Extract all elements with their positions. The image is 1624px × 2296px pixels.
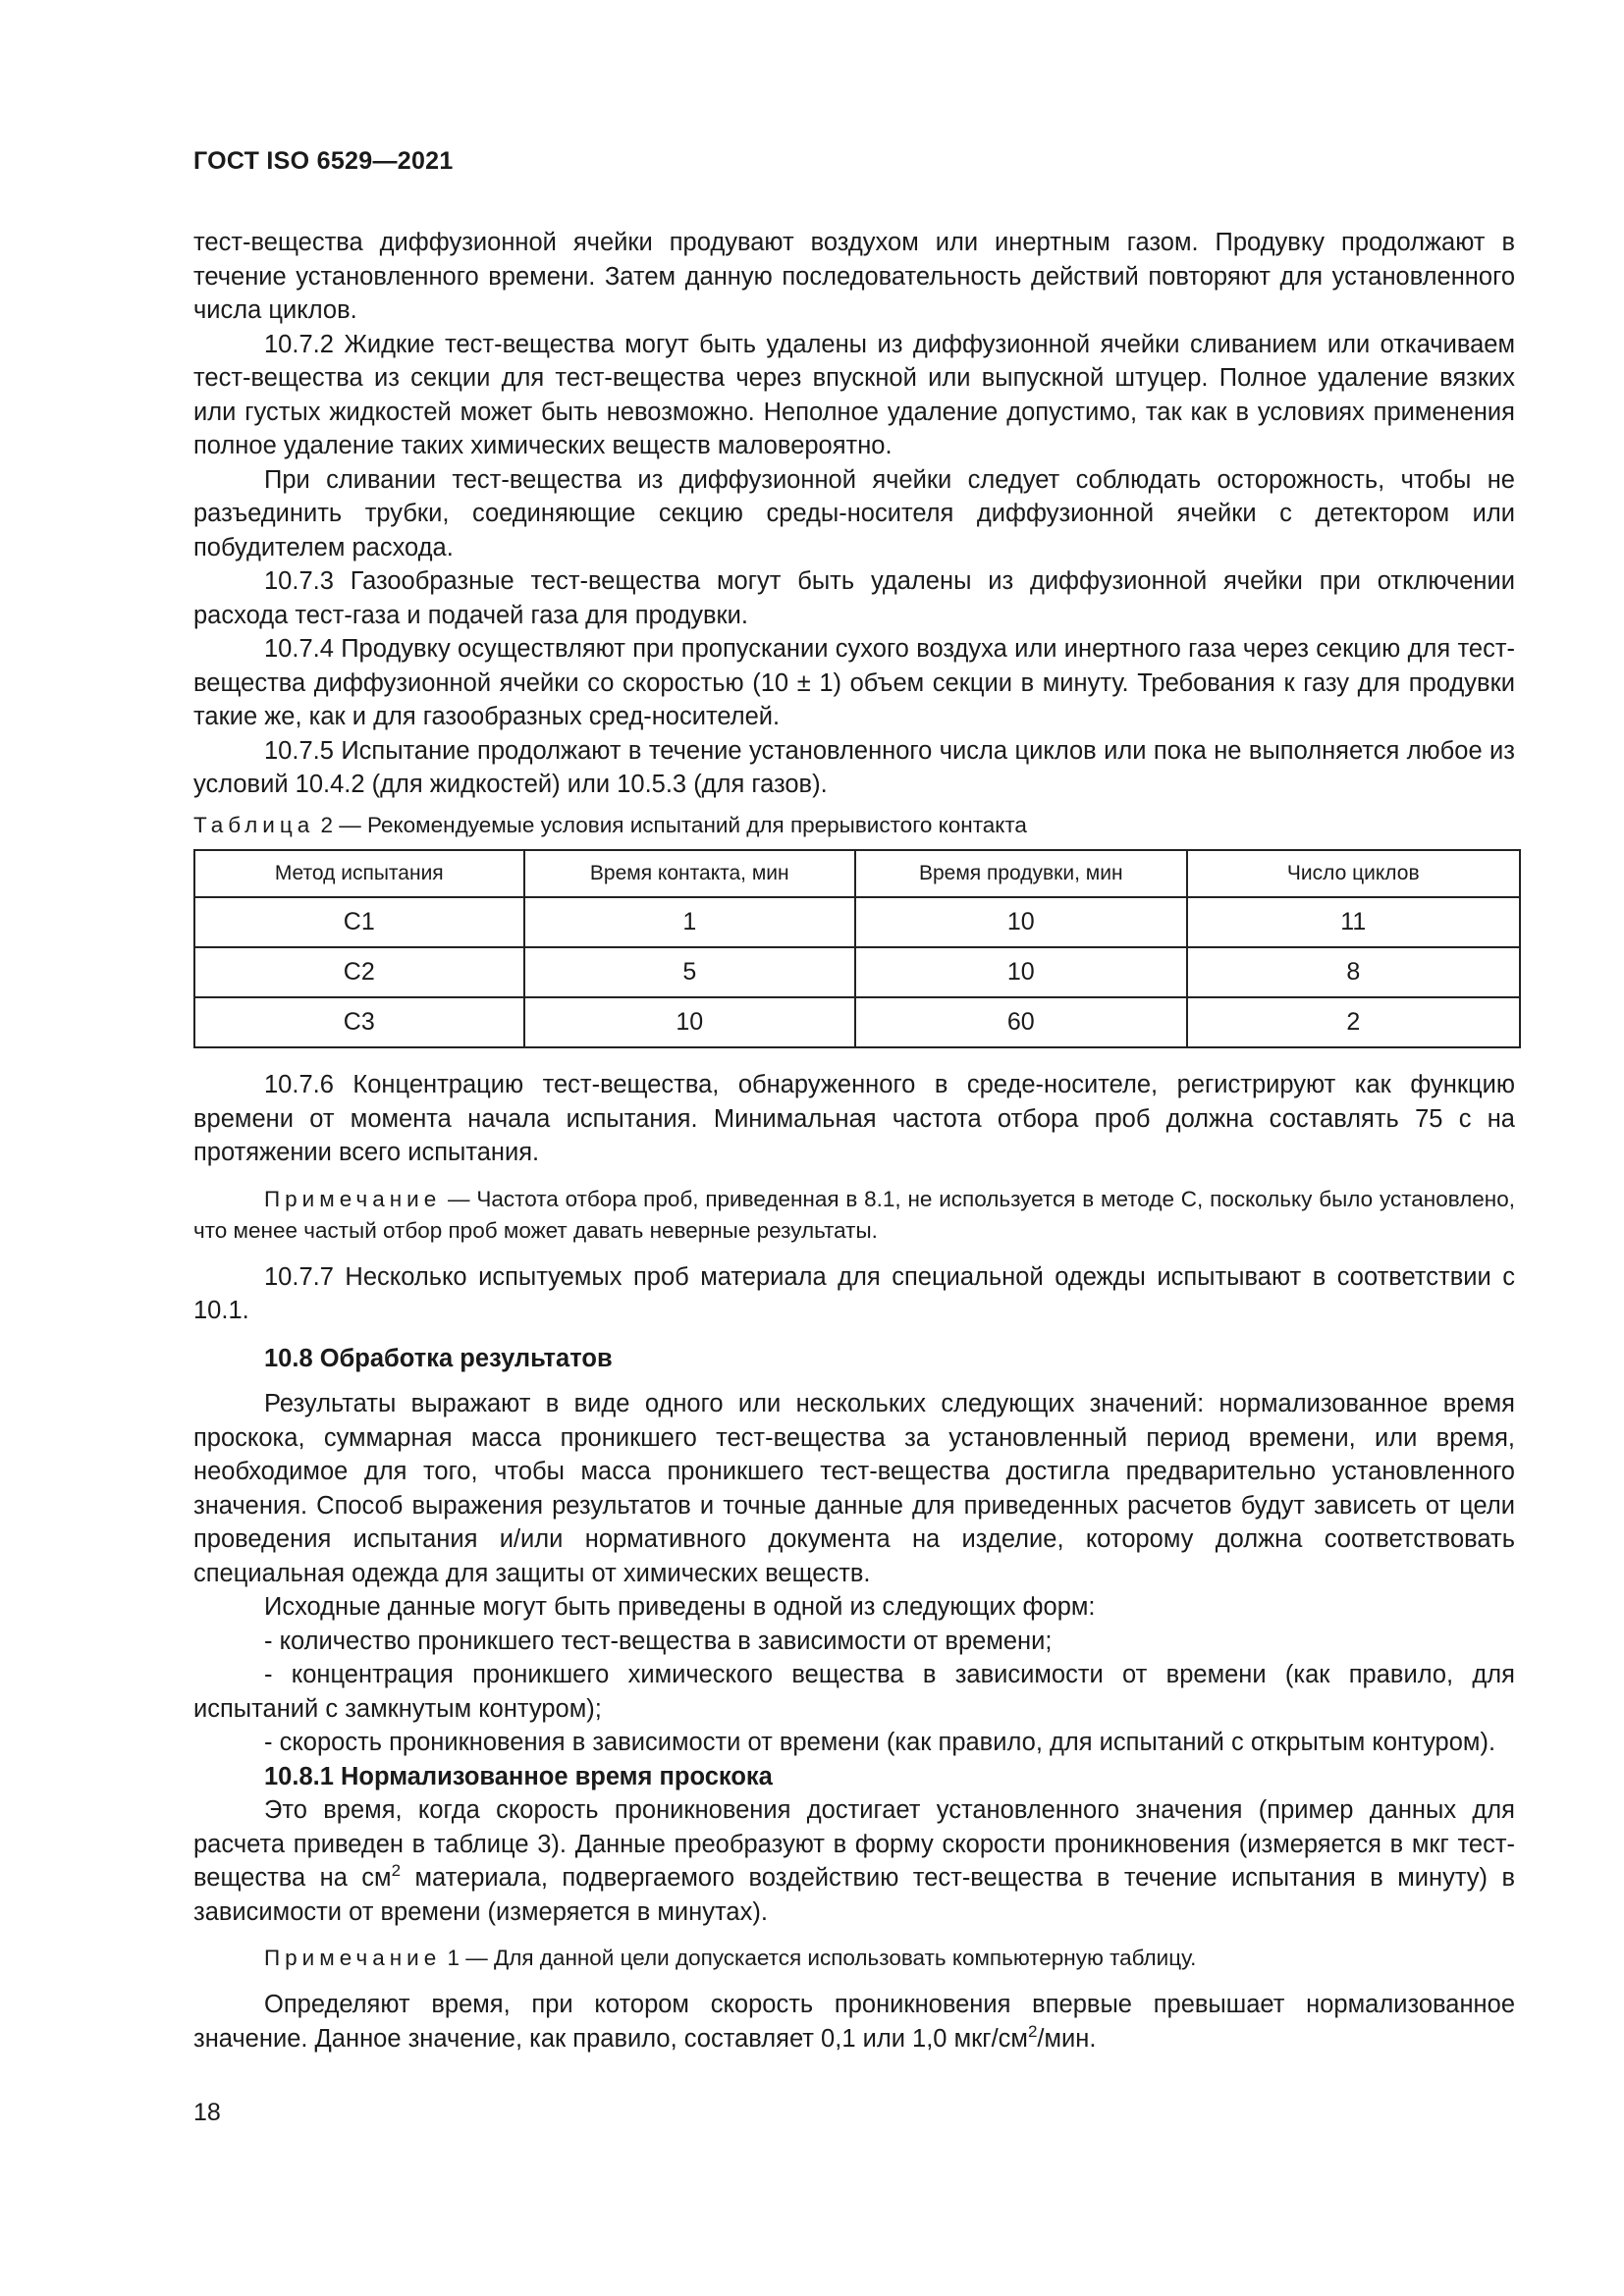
paragraph: Исходные данные могут быть приведены в одной из следующих форм: <box>264 1593 1096 1621</box>
table-caption <box>193 809 1515 843</box>
table-row <box>194 897 1520 947</box>
note-2 <box>193 1943 1515 1974</box>
table-cell: 11 <box>1187 897 1520 947</box>
table-cell: 1 <box>524 897 856 947</box>
column-header: Метод испытания <box>194 850 524 897</box>
table-cell: 60 <box>855 997 1187 1047</box>
paragraph-10-7-6: 10.7.6 Концентрацию тест-вещества, обнаруженного в среде-носителе, регистрируют как функцию времени от момента начала испытания. Минимальная частота отбора проб должна составлять 75 с на протяжении всего испытания. <box>193 1071 1515 1166</box>
table-cell: 5 <box>524 947 856 997</box>
text-run: материала, подвергаемого воздействию тест-вещества в течение испытания в минуту) в зависимости от времени (измеряется в минутах). <box>193 1864 1516 1926</box>
table-cell: 10 <box>524 997 856 1047</box>
table-cell: C1 <box>194 897 524 947</box>
table-cell: 10 <box>855 947 1187 997</box>
paragraph <box>193 1793 1515 1929</box>
superscript: 2 <box>1027 2021 1038 2041</box>
note-label: Примечание <box>264 1186 442 1211</box>
section-heading-10-8-1: 10.8.1 Нормализованное время проскока <box>264 1762 773 1790</box>
table-cell: 8 <box>1187 947 1520 997</box>
table-row <box>194 947 1520 997</box>
paragraph: При сливании тест-вещества из диффузионной ячейки следует соблюдать осторожность, чтобы не разъединить трубки, соединяющие секцию среды-носителя диффузионной ячейки с детектором или побудителем расхода. <box>193 465 1515 561</box>
paragraph-10-7-2: 10.7.2 Жидкие тест-вещества могут быть удалены из диффузионной ячейки сливанием или откачиваем тест-вещества из секции для тест-вещества через впускной или выпускной штуцер. Полное удаление вязких или густых жидкостей может быть невозможно. Неполное удаление допустимо, так как в условиях применения полное удаление таких химических веществ маловероятно. <box>193 330 1515 459</box>
paragraph: Результаты выражают в виде одного или нескольких следующих значений: нормализованное время проскока, суммарная масса проникшего тест-вещества за установленный период времени, или время, необходимое для того, чтобы масса проникшего тест-вещества достигла предварительно установленного значения. Способ выражения результатов и точные данные для приведенных расчетов будут зависеть от цели проведения испытания и/или нормативного документа на изделие, которому должна соответствовать специальная одежда для защиты от химических веществ. <box>193 1390 1515 1587</box>
list-item: - скорость проникновения в зависимости от времени (как правило, для испытаний с открытым контуром). <box>264 1729 1496 1756</box>
section-heading-10-8: 10.8 Обработка результатов <box>264 1344 613 1372</box>
text-run: Определяют время, при котором скорость проникновения впервые превышает нормализованное значение. Данное значение, как правило, составляет 0,1 или 1,0 мкг/см <box>193 1991 1515 2053</box>
list-item: - концентрация проникшего химического вещества в зависимости от времени (как правило, для испытаний с замкнутым контуром); <box>193 1661 1515 1723</box>
paragraph: тест-вещества диффузионной ячейки продувают воздухом или инертным газом. Продувку продолжают в течение установленного времени. Затем данную последовательность действий повторяют для установленного числа циклов. <box>193 229 1515 324</box>
paragraph-10-7-3: 10.7.3 Газообразные тест-вещества могут быть удалены из диффузионной ячейки при отключении расхода тест-газа и подачей газа для продувки. <box>193 567 1515 629</box>
paragraph-10-7-5: 10.7.5 Испытание продолжают в течение установленного числа циклов или пока не выполняется любое из условий 10.4.2 (для жидкостей) или 10.5.3 (для газов). <box>193 736 1515 798</box>
table-row <box>194 997 1520 1047</box>
note-text: — Частота отбора проб, приведенная в 8.1, не используется в методе С, поскольку было установлено, что менее частый отбор проб может давать неверные результаты. <box>193 1186 1515 1243</box>
table-cell: C2 <box>194 947 524 997</box>
table-cell: 2 <box>1187 997 1520 1047</box>
column-header: Время контакта, мин <box>524 850 856 897</box>
column-header: Число циклов <box>1187 850 1520 897</box>
conditions-table <box>193 849 1521 1048</box>
table-cell: 10 <box>855 897 1187 947</box>
paragraph-10-7-7: 10.7.7 Несколько испытуемых проб материала для специальной одежды испытывают в соответствии с 10.1. <box>193 1262 1515 1324</box>
section-10-7-text <box>193 226 1515 802</box>
table-header-row <box>194 850 1520 897</box>
text-run: /мин. <box>1037 2024 1097 2053</box>
note-text: 1 — Для данной цели допускается использовать компьютерную таблицу. <box>441 1946 1197 1970</box>
standard-header: ГОСТ ISO 6529—2021 <box>193 147 454 175</box>
table-caption-label: Таблица <box>193 813 315 837</box>
list-item: - количество проникшего тест-вещества в зависимости от времени; <box>264 1627 1053 1655</box>
paragraph <box>193 1988 1515 2056</box>
column-header: Время продувки, мин <box>855 850 1187 897</box>
note-label: Примечание <box>264 1946 442 1970</box>
table-cell: C3 <box>194 997 524 1047</box>
note-1 <box>193 1184 1515 1247</box>
superscript: 2 <box>391 1861 402 1880</box>
page-number: 18 <box>193 2099 221 2126</box>
section-10-8-text <box>193 1068 1515 2056</box>
paragraph-10-7-4: 10.7.4 Продувку осуществляют при пропускании сухого воздуха или инертного газа через секцию для тест-вещества диффузионной ячейки со скоростью (10 ± 1) объем секции в минуту. Требования к газу для продувки такие же, как и для газообразных сред-носителей. <box>193 635 1515 730</box>
text-run: Это время, когда скорость проникновения достигает установленного значения (пример данных для расчета приведен в таблице 3). Данные преобразуют в форму скорости проникновения (измеряется в мкг тест-вещества на см <box>193 1796 1515 1892</box>
table-caption-text: 2 — Рекомендуемые условия испытаний для прерывистого контакта <box>320 813 1027 837</box>
